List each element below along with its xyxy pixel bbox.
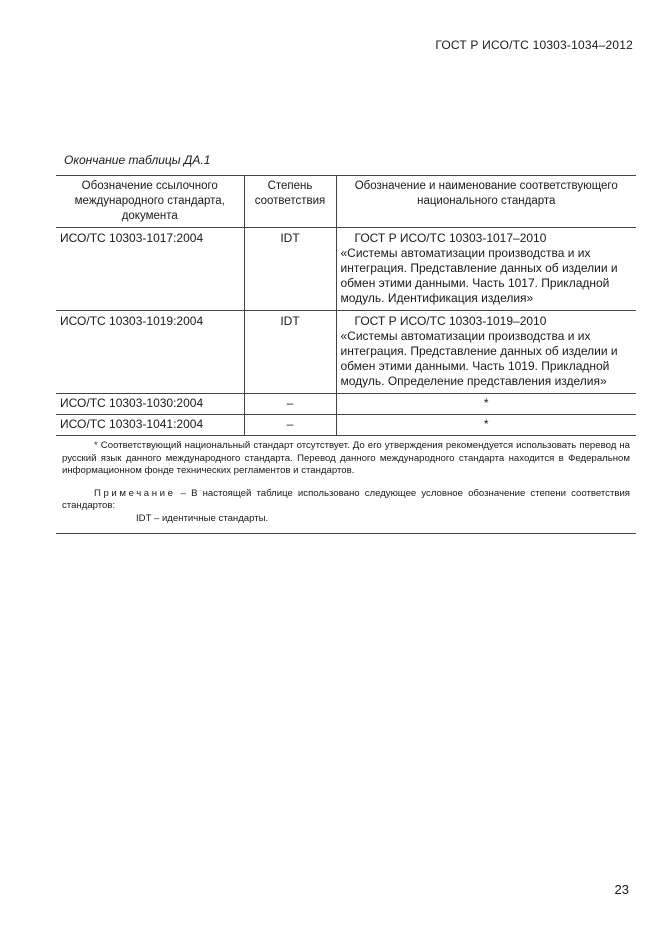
- degree-cell: –: [244, 415, 336, 436]
- national-standard-cell: [336, 311, 636, 394]
- reference-cell: ИСО/ТС 10303-1041:2004: [56, 415, 244, 436]
- reference-cell: ИСО/ТС 10303-1017:2004: [56, 228, 244, 311]
- national-standard-cell: *: [336, 394, 636, 415]
- table-row: [56, 311, 636, 394]
- national-standard-code: ГОСТ Р ИСО/ТС 10303-1019–2010: [354, 314, 547, 328]
- national-standard-code: ГОСТ Р ИСО/ТС 10303-1017–2010: [354, 231, 547, 245]
- document-header: ГОСТ Р ИСО/ТС 10303-1034–2012: [435, 38, 633, 52]
- degree-cell: IDT: [244, 228, 336, 311]
- table-caption: Окончание таблицы ДА.1: [64, 153, 211, 167]
- table-row: [56, 415, 636, 436]
- national-standard-cell: *: [336, 415, 636, 436]
- correspondence-table: [56, 175, 636, 534]
- degree-cell: –: [244, 394, 336, 415]
- table-notes: [56, 436, 636, 534]
- national-standard-title: «Системы автоматизации производства и их интеграция. Представление данных об изделии и обмен этими данными. Часть 1017. Прикладной модуль. Идентификация изделия»: [340, 246, 618, 305]
- footnote: * Соответствующий национальный стандарт отсутствует. До его утверждения рекомендуется использовать перевод на русский язык данного международного стандарта. Перевод данного международного стандарта находится в Федеральном информационном фонде технических регламентов и стандартов.: [62, 440, 630, 476]
- national-standard-cell: [336, 228, 636, 311]
- table-row: [56, 394, 636, 415]
- idt-legend: IDT – идентичные стандарты.: [136, 512, 269, 524]
- reference-cell: ИСО/ТС 10303-1019:2004: [56, 311, 244, 394]
- national-standard-title: «Системы автоматизации производства и их интеграция. Представление данных об изделии и обмен этими данными. Часть 1019. Прикладной модуль. Определение представления изделия»: [340, 329, 618, 388]
- note-paragraph: [62, 488, 630, 513]
- column-header-national: Обозначение и наименование соответствующего национального стандарта: [336, 176, 636, 228]
- column-header-degree: Степень соответствия: [244, 176, 336, 228]
- table-row: [56, 228, 636, 311]
- page-number: 23: [614, 882, 629, 897]
- column-header-reference: Обозначение ссылочного международного стандарта, документа: [56, 176, 244, 228]
- note-text: – В настоящей таблице использовано следующее условное обозначение степени соответствия стандартов:: [62, 487, 631, 511]
- reference-cell: ИСО/ТС 10303-1030:2004: [56, 394, 244, 415]
- degree-cell: IDT: [244, 311, 336, 394]
- note-label: Примечание: [94, 487, 176, 499]
- table-header-row: [56, 176, 636, 228]
